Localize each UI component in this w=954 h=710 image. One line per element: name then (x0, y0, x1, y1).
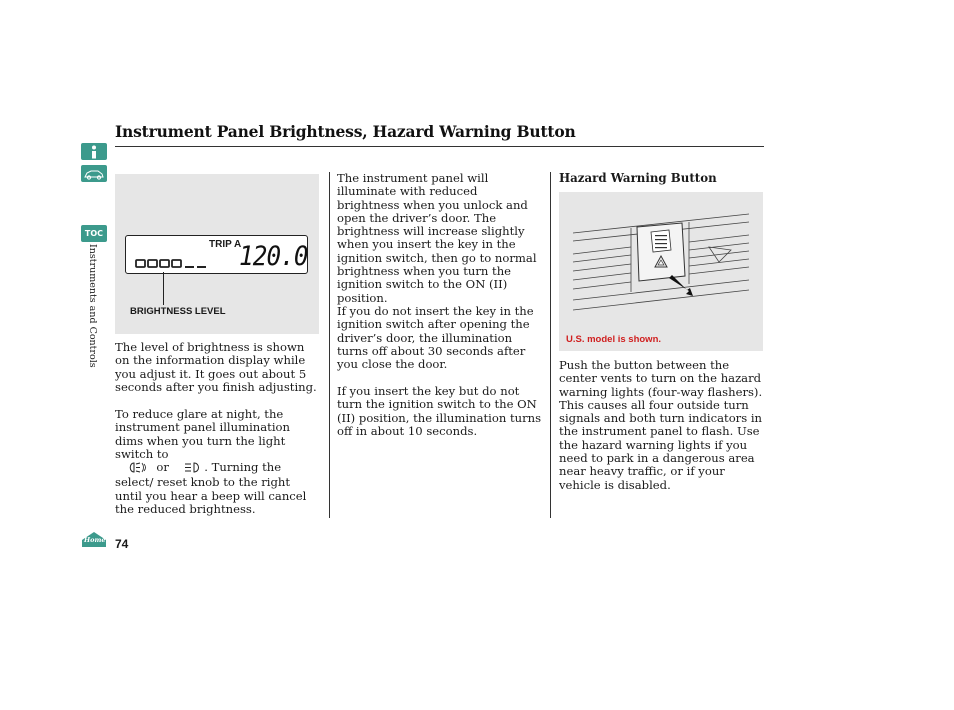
toc-button[interactable]: TOC (81, 225, 107, 242)
page-number: 74 (115, 537, 129, 551)
col2-paragraph-3: If you insert the key but do not turn the ignition switch to the ON (II) position, the illumination turns off in about 10 seconds. (337, 384, 542, 438)
odometer-value: 120.0 (239, 241, 308, 272)
headlight-icon (183, 462, 201, 476)
page-title: Instrument Panel Brightness, Hazard Warning Button (115, 122, 576, 141)
us-model-caption: U.S. model is shown. (566, 334, 662, 345)
car-icon[interactable] (81, 165, 107, 182)
brightness-figure (115, 174, 319, 334)
home-label: Home (84, 536, 106, 544)
dashboard-vents-illustration (559, 192, 763, 351)
column-divider (329, 172, 330, 518)
info-icon[interactable] (81, 143, 107, 160)
column-divider (550, 172, 551, 518)
col1-paragraph-2: To reduce glare at night, the instrument panel illumination dims when you turn the light switch to or . Turning the select/ reset knob to the right until you hear a beep will cancel the reduced brightness. (115, 407, 307, 517)
light-switch-low-icon (127, 462, 147, 476)
col2-paragraph-2: If you do not insert the key in the ignition switch after opening the driver’s door, the illumination turns off about 30 seconds after you close the door. (337, 304, 534, 372)
section-side-label: Instruments and Controls (87, 244, 98, 368)
brightness-level-bars (135, 254, 215, 273)
callout-line (163, 272, 164, 305)
home-button[interactable] (81, 531, 107, 548)
col1-paragraph-1: The level of brightness is shown on the information display while you adjust it. It goes out about 5 seconds after you finish adjusting. (115, 340, 317, 394)
col2-paragraph-1: The instrument panel will illuminate with reduced brightness when you unlock and open the driver’s door. The brightness will increase slightly when you insert the key in the ignition switch, then go to normal brightness when you turn the ignition switch to the ON (II) position. (337, 171, 537, 305)
hazard-heading: Hazard Warning Button (559, 171, 717, 185)
brightness-caption: BRIGHTNESS LEVEL (130, 306, 226, 317)
trip-label: TRIP A (209, 239, 242, 250)
hazard-figure (559, 192, 763, 351)
title-divider (115, 146, 764, 147)
col3-paragraph-1: Push the button between the center vents to turn on the hazard warning lights (four-way flashers). This causes all four outside turn signals and both turn indicators in the instrument panel to flash. Use the hazard warning lights if you need to park in a dangerous area near heavy traffic, or if your vehicle is disabled. (559, 358, 763, 492)
